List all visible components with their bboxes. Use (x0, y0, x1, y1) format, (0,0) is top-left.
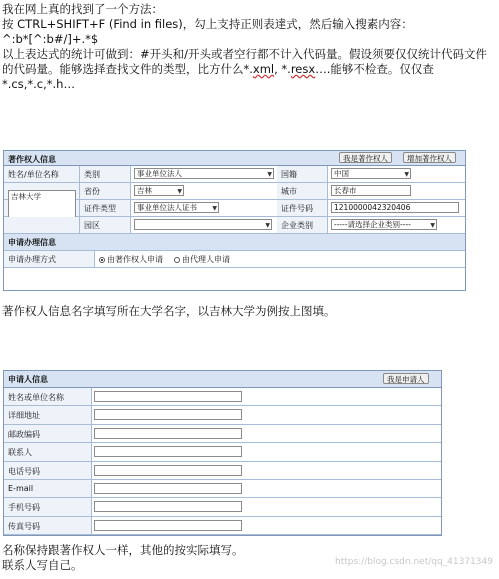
apply-option-2[interactable] (174, 254, 230, 265)
chevron-down-icon: ▼ (212, 205, 217, 212)
category-select[interactable] (134, 168, 274, 179)
idtype-value: 事业单位法人证书 (137, 203, 197, 212)
applicant-field-input[interactable] (94, 483, 242, 494)
applicant-row (4, 388, 441, 406)
applicant-field-label: 手机号码 (8, 503, 40, 513)
intro-paragraph (2, 2, 496, 92)
applicant-field-label: 电话号码 (8, 466, 40, 476)
radio-icon[interactable] (174, 257, 180, 263)
chevron-down-icon: ▼ (265, 222, 270, 229)
applicant-field-input[interactable] (94, 520, 242, 531)
category-value: 事业单位法人 (137, 169, 182, 178)
applicant-field-label: 详细地址 (8, 411, 40, 421)
nationality-label: 国籍 (281, 170, 297, 179)
enterprise-value: -----请选择企业类别---- (334, 220, 411, 229)
watermark: https://blog.csdn.net/qq_41371349 (334, 557, 493, 567)
applicant-row (4, 517, 441, 535)
name-input[interactable]: 吉林大学 (8, 190, 76, 236)
applicant-field-input[interactable] (94, 391, 242, 402)
city-label: 城市 (281, 187, 297, 196)
applicant-row (4, 462, 441, 480)
enterprise-label: 企业类别 (281, 221, 313, 230)
chevron-down-icon: ▼ (430, 222, 435, 229)
idno-label: 证件号码 (281, 204, 313, 213)
name-label: 姓名/单位名称 (8, 170, 59, 179)
province-value: 吉林 (137, 186, 152, 195)
xml-text: xml (252, 62, 275, 76)
i-am-applicant-button[interactable]: 我是申请人 (383, 373, 429, 384)
resx-text: resx (290, 62, 316, 76)
intro-regex: ^:b*[^:b#/]+.*$ (2, 32, 99, 46)
idtype-label: 证件类型 (84, 204, 116, 213)
park-select[interactable] (134, 219, 272, 230)
enterprise-select[interactable] (331, 219, 437, 230)
province-label: 省份 (84, 187, 100, 196)
applicant-field-label: 姓名或单位名称 (8, 393, 64, 402)
applicant-field-input[interactable] (94, 501, 242, 512)
applicant-field-input[interactable] (94, 428, 242, 439)
applicant-fields (4, 388, 441, 535)
applicant-row (4, 425, 441, 443)
copyright-holder-header (4, 151, 465, 166)
radio-selected-icon[interactable] (99, 257, 105, 263)
i-am-holder-button[interactable]: 我是著作权人 (339, 152, 392, 163)
intro-line-4b: ….能够不检查。仅仅查*.cs,*.c,*.h… (2, 62, 434, 91)
applicant-row (4, 406, 441, 424)
intro-line-1: 我在网上真的找到了一个方法： (2, 2, 163, 16)
para-3-line-1: 名称保持跟著作权人一样，其他的按实际填写。 (2, 543, 244, 557)
holder-row-1 (4, 166, 465, 183)
category-label: 类别 (84, 170, 100, 179)
applicant-field-input[interactable] (94, 446, 242, 457)
applicant-row (4, 480, 441, 498)
apply-header (4, 234, 465, 251)
applicant-field-input[interactable] (94, 465, 242, 476)
applicant-field-label: 邮政编码 (8, 429, 40, 439)
applicant-field-label: E-mail (8, 483, 34, 493)
copyright-holder-title: 著作权人信息 (8, 155, 56, 164)
park-label: 园区 (84, 221, 100, 230)
province-select[interactable] (134, 185, 184, 196)
chevron-down-icon: ▼ (404, 171, 409, 178)
chevron-down-icon: ▼ (177, 188, 182, 195)
city-input[interactable]: 长春市 (331, 185, 411, 196)
holder-row-4 (4, 217, 465, 234)
apply-row (4, 251, 465, 268)
chevron-down-icon: ▼ (267, 171, 272, 178)
para-3-line-2: 联系人写自己。 (2, 558, 83, 572)
para-2: 著作权人信息名字填写所在大学名字，以吉林大学为例按上图填。 (2, 304, 336, 318)
applicant-form (3, 370, 442, 536)
idtype-select[interactable] (134, 202, 219, 213)
add-holder-button[interactable]: 增加著作权人 (403, 152, 456, 163)
apply-option-1-label: 由著作权人申请 (107, 255, 163, 264)
nationality-value: 中国 (334, 169, 349, 178)
apply-method-label: 申请办理方式 (8, 255, 56, 264)
copyright-holder-form (3, 150, 466, 291)
intro-line-4a: 以上表达式的统计可做到：#开头和/开头或者空行都不计入代码量。假设须要仅仅统计代码文件的代码量。能够选择查找文件的类型，比方什么*. (2, 47, 488, 76)
intro-sep: , *. (274, 62, 291, 76)
idno-input[interactable]: 1210000042320406 (331, 202, 459, 213)
intro-line-4 (2, 47, 496, 92)
applicant-field-label: 联系人 (8, 448, 32, 458)
applicant-row (4, 498, 441, 516)
apply-option-1[interactable] (99, 254, 163, 265)
applicant-header (4, 371, 441, 388)
applicant-field-label: 传真号码 (8, 521, 40, 531)
applicant-row (4, 443, 441, 461)
nationality-select[interactable] (331, 168, 411, 179)
intro-line-2: 按 CTRL+SHIFT+F (Find in files)，勾上支持正则表達式，然后输入搜素内容： (2, 17, 413, 31)
applicant-field-input[interactable] (94, 409, 242, 420)
apply-title: 申请办理信息 (8, 238, 56, 247)
applicant-title: 申请人信息 (8, 375, 48, 384)
apply-option-2-label: 由代理人申请 (182, 255, 230, 264)
